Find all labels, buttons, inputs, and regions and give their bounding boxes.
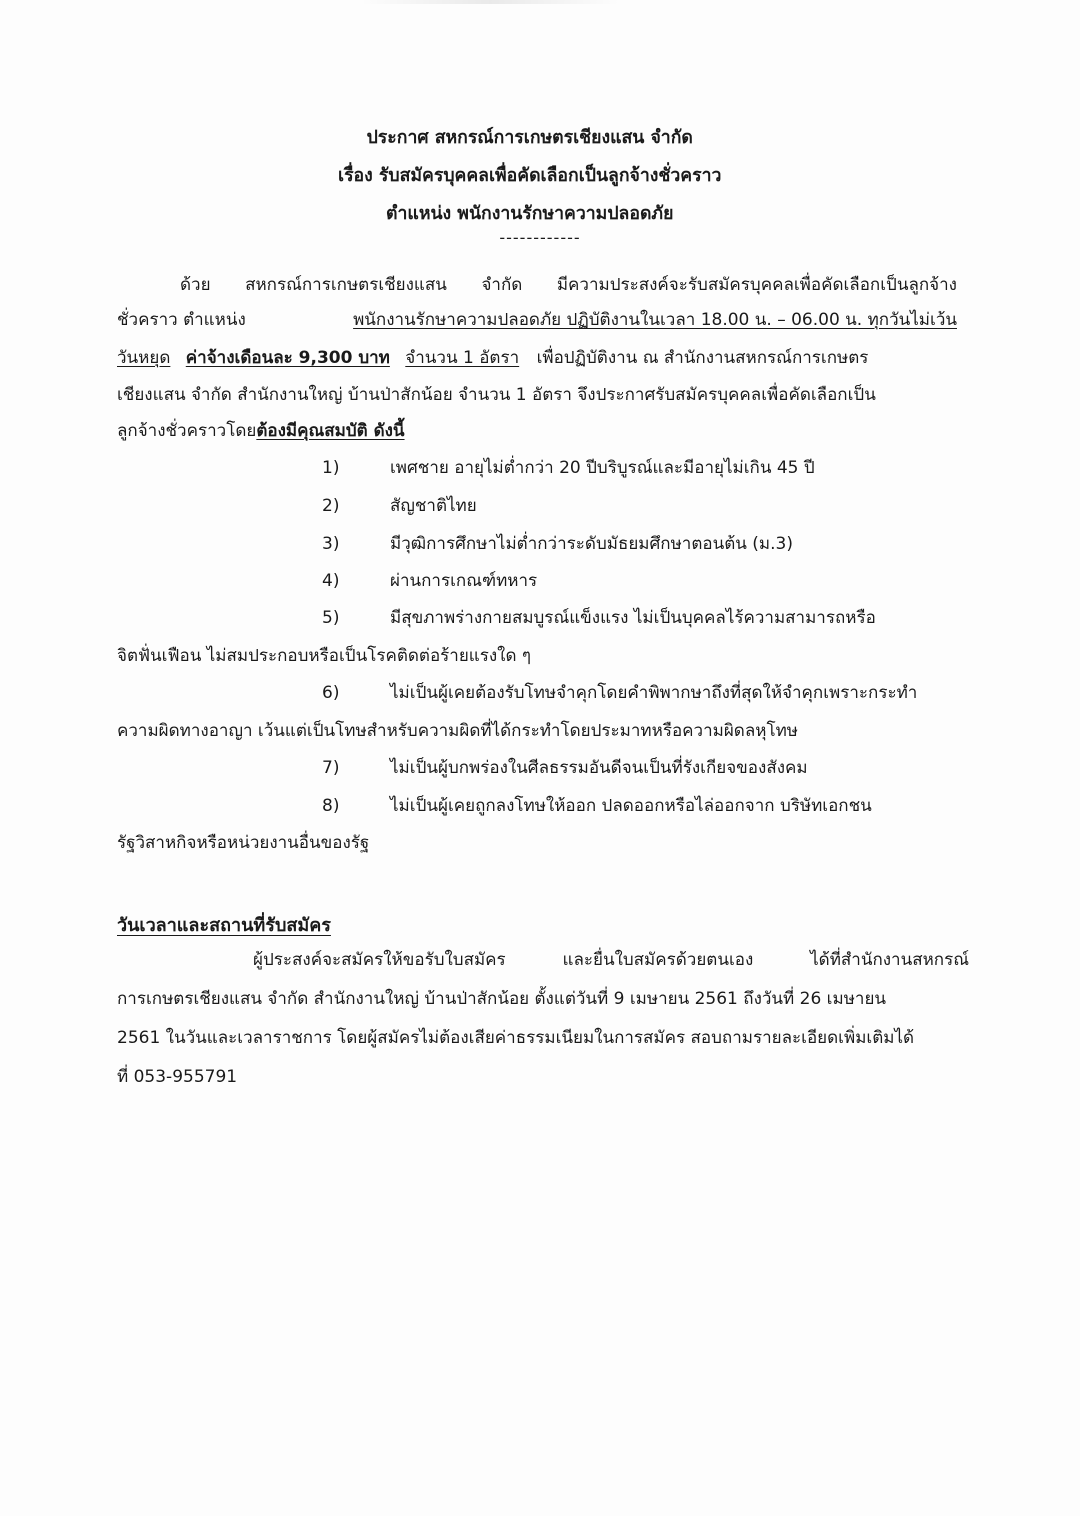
intro-line-2 bbox=[117, 309, 957, 331]
item-number: 3) bbox=[322, 534, 340, 554]
item-number: 2) bbox=[322, 496, 340, 516]
intro-line-3 bbox=[117, 347, 957, 369]
item-text: ผ่านการเกณฑ์ทหาร bbox=[390, 571, 538, 591]
item-number: 1) bbox=[322, 458, 340, 478]
intro-underlined: วันหยุด bbox=[117, 348, 171, 368]
item-text: ไม่เป็นผู้บกพร่องในศีลธรรมอันดีจนเป็นที่รังเกียจของสังคม bbox=[390, 758, 808, 778]
intro-text: ลูกจ้างชั่วคราวโดย bbox=[117, 421, 257, 441]
intro-word: จำกัด bbox=[481, 275, 523, 295]
item-text: ไม่เป็นผู้เคยถูกลงโทษให้ออก ปลดออกหรือไล่ออกจาก บริษัทเอกชน bbox=[390, 796, 872, 816]
item-text: สัญชาติไทย bbox=[390, 496, 477, 516]
vacancy-count: จำนวน 1 อัตรา bbox=[405, 348, 520, 368]
intro-line-4: เชียงแสน จำกัด สำนักงานใหญ่ บ้านป่าสักน้อย จำนวน 1 อัตรา จึงประกาศรับสมัครบุคคลเพื่อคัดเลือกเป็น bbox=[117, 385, 876, 405]
item-text: เพศชาย อายุไม่ต่ำกว่า 20 ปีบริบูรณ์และมีอายุไม่เกิน 45 ปี bbox=[390, 458, 815, 478]
intro-text: มีความประสงค์จะรับสมัครบุคคลเพื่อคัดเลือกเป็นลูกจ้าง bbox=[556, 275, 957, 295]
item-number: 5) bbox=[322, 608, 340, 628]
intro-line-1 bbox=[180, 274, 957, 296]
section-title-application: วันเวลาและสถานที่รับสมัคร bbox=[117, 915, 331, 936]
intro-text: ชั่วคราว ตำแหน่ง bbox=[117, 310, 246, 330]
application-line-2: การเกษตรเชียงแสน จำกัด สำนักงานใหญ่ บ้านป่าสักน้อย ตั้งแต่วันที่ 9 เมษายน 2561 ถึงวันที่ 26 เมษายน bbox=[117, 989, 887, 1009]
contact-phone: ที่ 053-955791 bbox=[117, 1067, 238, 1087]
item-text: มีวุฒิการศึกษาไม่ต่ำกว่าระดับมัธยมศึกษาตอนต้น (ม.3) bbox=[390, 534, 793, 554]
application-line-1 bbox=[253, 949, 969, 971]
item-number: 4) bbox=[322, 571, 340, 591]
application-text: และยื่นใบสมัครด้วยตนเอง bbox=[562, 950, 754, 970]
intro-word: ด้วย bbox=[180, 275, 211, 295]
item-text: มีสุขภาพร่างกายสมบูรณ์แข็งแรง ไม่เป็นบุคคลไร้ความสามารถหรือ bbox=[390, 608, 876, 628]
intro-line-5 bbox=[117, 420, 405, 442]
salary-text: ค่าจ้างเดือนละ 9,300 บาท bbox=[185, 348, 390, 368]
title-line-1: ประกาศ สหกรณ์การเกษตรเชียงแสน จำกัด bbox=[366, 127, 693, 148]
intro-text: เพื่อปฏิบัติงาน ณ สำนักงานสหกรณ์การเกษตร bbox=[536, 348, 869, 368]
title-line-3: ตำแหน่ง พนักงานรักษาความปลอดภัย bbox=[386, 203, 674, 224]
item-number: 7) bbox=[322, 758, 340, 778]
item-text: ไม่เป็นผู้เคยต้องรับโทษจำคุกโดยคำพิพากษาถึงที่สุดให้จำคุกเพราะกระทำ bbox=[390, 683, 918, 703]
position-detail: พนักงานรักษาความปลอดภัย ปฏิบัติงานในเวลา 18.00 น. – 06.00 น. ทุกวันไม่เว้น bbox=[353, 310, 957, 330]
item-continuation: จิตฟั่นเฟือน ไม่สมประกอบหรือเป็นโรคติดต่อร้ายแรงใด ๆ bbox=[117, 646, 532, 666]
intro-org: สหกรณ์การเกษตรเชียงแสน bbox=[245, 275, 447, 295]
qualifications-heading: ต้องมีคุณสมบัติ ดังนี้ bbox=[256, 421, 405, 441]
application-line-3: 2561 ในวันและเวลาราชการ โดยผู้สมัครไม่ต้องเสียค่าธรรมเนียมในการสมัคร สอบถามรายละเอียดเพิ่มเติมได้ bbox=[117, 1028, 915, 1048]
title-line-2: เรื่อง รับสมัครบุคคลเพื่อคัดเลือกเป็นลูกจ้างชั่วคราว bbox=[338, 165, 722, 186]
item-continuation: รัฐวิสาหกิจหรือหน่วยงานอื่นของรัฐ bbox=[117, 833, 370, 853]
item-number: 8) bbox=[322, 796, 340, 816]
application-text: ได้ที่สำนักงานสหกรณ์ bbox=[810, 950, 969, 970]
item-continuation: ความผิดทางอาญา เว้นแต่เป็นโทษสำหรับความผิดที่ได้กระทำโดยประมาทหรือความผิดลหุโทษ bbox=[117, 721, 799, 741]
item-number: 6) bbox=[322, 683, 340, 703]
application-text: ผู้ประสงค์จะสมัครให้ขอรับใบสมัคร bbox=[253, 950, 506, 970]
scan-mark bbox=[360, 0, 620, 4]
title-divider: ------------ bbox=[499, 228, 581, 247]
